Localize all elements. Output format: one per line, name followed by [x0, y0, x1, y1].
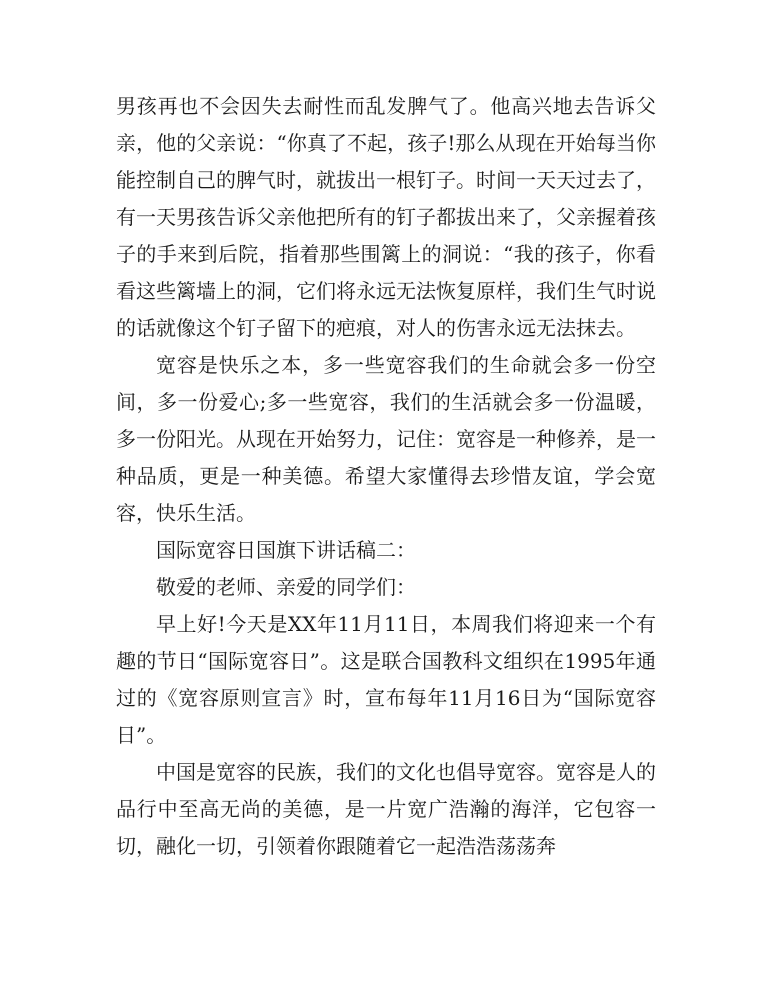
paragraph-continued-story: 男孩再也不会因失去耐性而乱发脾气了。他高兴地去告诉父亲，他的父亲说：“你真了不起，孩子!那么从现在开始每当你能控制自己的脾气时，就拔出一根钉子。时间一天天过去了，有一天男孩告诉父亲他把所有的钉子都拔出来了，父亲握着孩子的手来到后院，指着那些围篱上的洞说：“我的孩子，你看看这些篱墙上的洞，它们将永远无法恢复原样，我们生气时说的话就像这个钉子留下的疤痕，对人的伤害永远无法抹去。: [116, 94, 656, 340]
paragraph-greeting-date: 早上好!今天是XX年11月11日，本周我们将迎来一个有趣的节日“国际宽容日”。这是联合国教科文组织在1995年通过的《宽容原则宣言》时，宣布每年11月16日为“国际宽容日”。: [116, 612, 656, 747]
paragraph-chinese-culture: 中国是宽容的民族，我们的文化也倡导宽容。宽容是人的品行中至高无尚的美德，是一片宽广浩瀚的海洋，它包容一切，融化一切，引领着你跟随着它一起浩浩荡荡奔: [116, 760, 656, 858]
speech-heading: 国际宽容日国旗下讲话稿二：: [156, 538, 416, 562]
document-body: [116, 88, 656, 865]
speech-salutation: 敬爱的老师、亲爱的同学们：: [156, 575, 416, 599]
paragraph-tolerance-summary: 宽容是快乐之本，多一些宽容我们的生命就会多一份空间，多一份爱心;多一些宽容，我们的生活就会多一份温暖，多一份阳光。从现在开始努力，记住：宽容是一种修养，是一种品质，更是一种美德。希望大家懂得去珍惜友谊，学会宽容，快乐生活。: [116, 353, 656, 525]
